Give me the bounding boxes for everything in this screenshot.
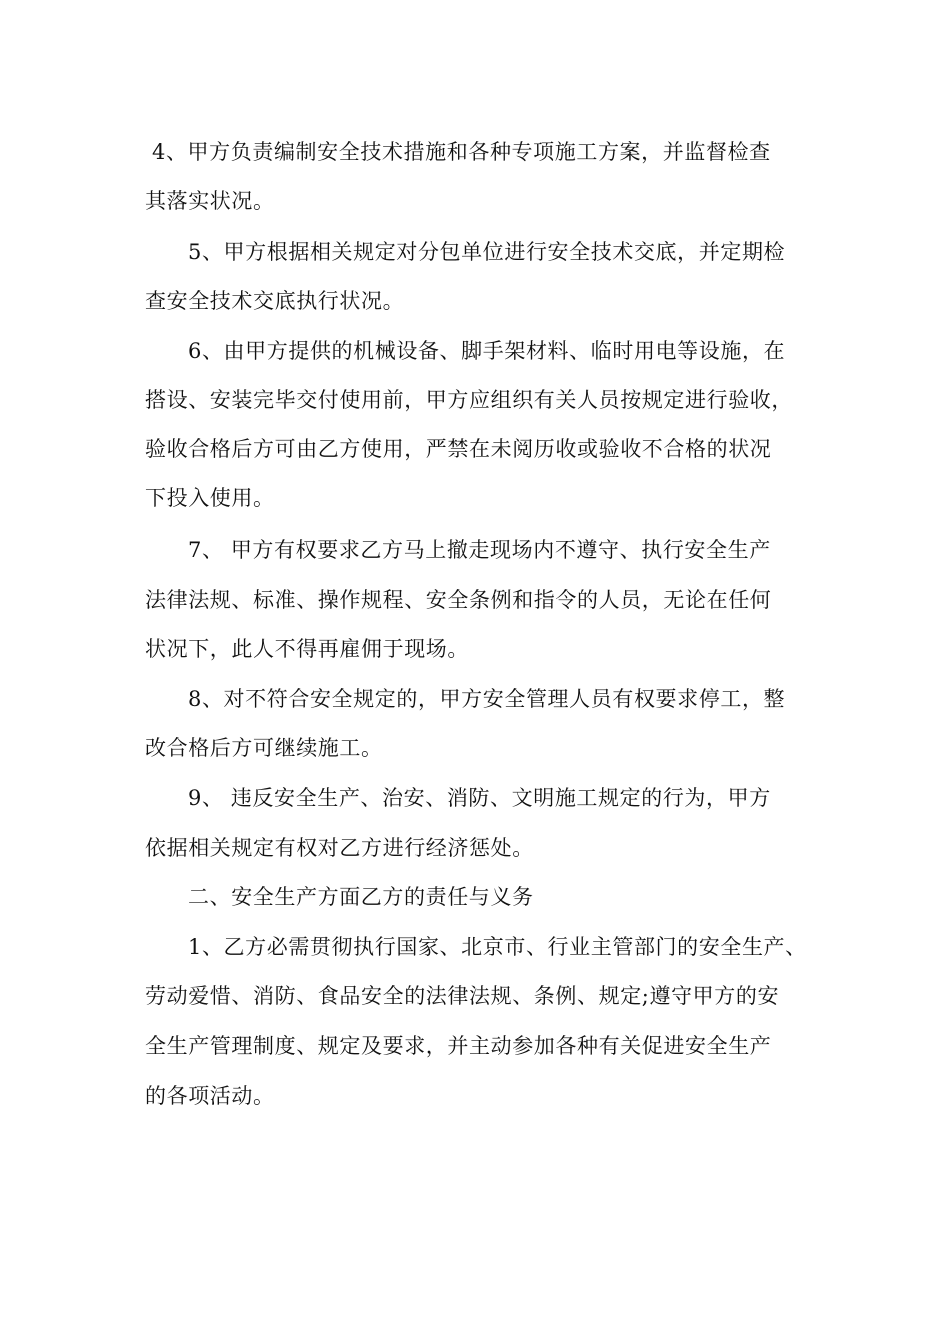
- paragraph-7-line-2: 法律法规、标准、操作规程、安全条例和指令的人员，无论在任何: [145, 588, 772, 612]
- paragraph-1-line-1: 1、乙方必需贯彻执行国家、北京市、行业主管部门的安全生产、: [188, 935, 807, 959]
- section-heading-2: 二、安全生产方面乙方的责任与义务: [188, 885, 534, 909]
- paragraph-8-line-1: 8、对不符合安全规定的，甲方安全管理人员有权要求停工，整: [188, 687, 786, 711]
- paragraph-5-line-2: 查安全技术交底执行状况。: [145, 289, 405, 313]
- paragraph-6-line-3: 验收合格后方可由乙方使用，严禁在未阅历收或验收不合格的状况: [145, 437, 772, 461]
- paragraph-7-line-3: 状况下，此人不得再雇佣于现场。: [145, 637, 469, 661]
- paragraph-8-line-2: 改合格后方可继续施工。: [145, 736, 383, 760]
- paragraph-7-line-1: 7、 甲方有权要求乙方马上撤走现场内不遵守、执行安全生产: [188, 538, 771, 562]
- paragraph-1-line-2: 劳动爱惜、消防、食品安全的法律法规、条例、规定;遵守甲方的安: [145, 984, 780, 1008]
- paragraph-6-line-2: 搭设、安装完毕交付使用前，甲方应组织有关人员按规定进行验收，: [145, 388, 793, 412]
- paragraph-1-line-3: 全生产管理制度、规定及要求，并主动参加各种有关促进安全生产: [145, 1034, 772, 1058]
- paragraph-6-line-1: 6、由甲方提供的机械设备、脚手架材料、临时用电等设施，在: [188, 339, 786, 363]
- paragraph-5-line-1: 5、甲方根据相关规定对分包单位进行安全技术交底，并定期检: [188, 240, 786, 264]
- paragraph-1-line-4: 的各项活动。: [145, 1084, 275, 1108]
- paragraph-4-line-1: 4、甲方负责编制安全技术措施和各种专项施工方案，并监督检查: [152, 140, 771, 164]
- paragraph-9-line-1: 9、 违反安全生产、治安、消防、文明施工规定的行为，甲方: [188, 786, 771, 810]
- paragraph-6-line-4: 下投入使用。: [145, 486, 275, 510]
- paragraph-4-line-2: 其落实状况。: [145, 189, 275, 213]
- paragraph-9-line-2: 依据相关规定有权对乙方进行经济惩处。: [145, 836, 534, 860]
